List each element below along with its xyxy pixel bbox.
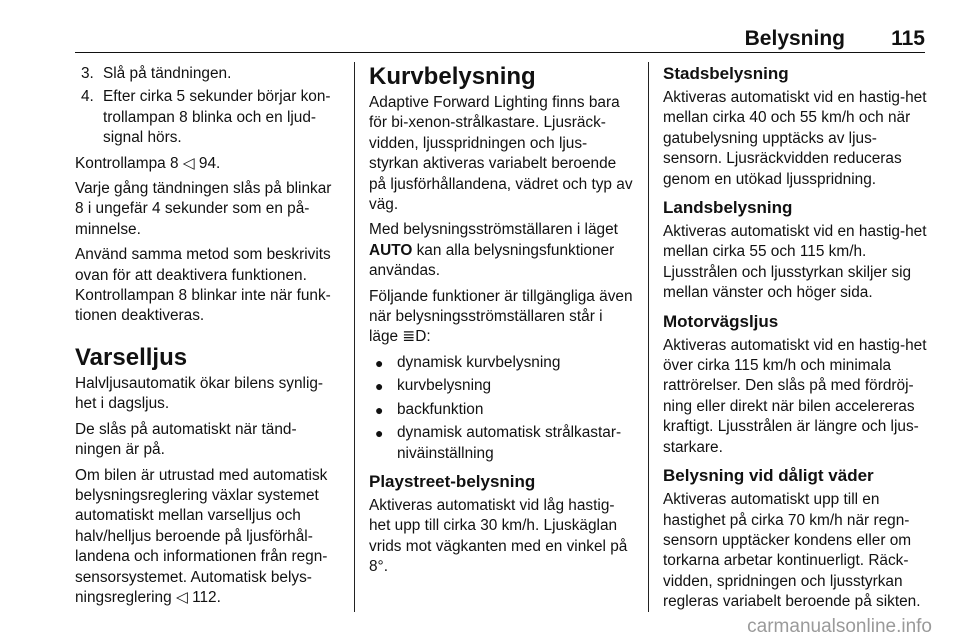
section-heading-playstreet: Playstreet-belysning	[369, 471, 536, 491]
page-number: 115	[891, 27, 925, 50]
steps-list	[75, 64, 342, 149]
list-item	[369, 353, 634, 373]
list-item	[369, 423, 634, 464]
watermark: carmanualsonline.info	[747, 616, 932, 637]
header-title: Belysning	[744, 27, 845, 50]
list-item-text: backfunktion	[397, 400, 484, 418]
bullet-icon: ●	[375, 378, 384, 395]
list-item-text: dynamisk automatisk strålkastar-niväinställning	[397, 424, 622, 462]
bullet-icon: ●	[375, 425, 384, 442]
section-heading-stadsbelysning: Stadsbelysning	[663, 64, 789, 83]
paragraph: Varje gång tändningen slås på blinkar 8 i ungefär 4 sekunder som en på-minnelse.	[75, 180, 332, 238]
paragraph: De slås på automatiskt när tänd-ningen är på.	[75, 420, 297, 459]
text-span: kan alla belysningsfunktioner användas.	[369, 241, 615, 280]
paragraph: Adaptive Forward Lighting finns bara för bi-xenon-strålkastare. Ljusräck-vidden, ljusspridningen och ljus-styrkan aktiveras variabelt beroende på ljusförhållandena, vädret och typ av väg.	[369, 94, 633, 214]
bullet-icon: ●	[375, 401, 384, 418]
column-divider-1	[354, 62, 355, 612]
column-3	[663, 64, 928, 618]
column-1	[75, 64, 342, 613]
section-heading-landsbelysning: Landsbelysning	[663, 198, 793, 218]
text-span: Med belysningsströmställaren i läget	[369, 221, 618, 239]
column-divider-2	[648, 62, 649, 612]
paragraph-auto	[369, 220, 634, 281]
step-number: 3.	[81, 65, 94, 82]
paragraph: Om bilen är utrustad med automatisk belysningsreglering växlar systemet automatiskt mellan varselljus och halv/helljus beroende på ljusförhål-landena och informationen från regn-sensorsystemet. Automatisk belys-ningsreglering ◁ 112.	[75, 466, 328, 606]
step-number: 4.	[81, 88, 94, 106]
header-rule	[75, 52, 925, 53]
auto-label: AUTO	[369, 241, 413, 259]
paragraph: Använd samma metod som beskrivits ovan för att deaktivera funktionen. Kontrollampan 8 blinkar inte när funk-tionen deaktiveras.	[75, 246, 331, 325]
section-heading-daligt-vader: Belysning vid dåligt väder	[663, 466, 874, 486]
list-item-text: dynamisk kurvbelysning	[397, 353, 561, 371]
step-text: Slå på tändningen.	[103, 65, 232, 82]
paragraph: Kontrollampa 8 ◁ 94.	[75, 154, 221, 172]
list-item	[369, 400, 634, 420]
paragraph: Aktiveras automatiskt vid låg hastig-het upp till cirka 30 km/h. Ljuskäglan vrids mot vägkanten med en vinkel på 8°.	[369, 496, 628, 576]
paragraph: Följande funktioner är tillgängliga även när belysningsströmställaren står i läge ≣D:	[369, 287, 633, 346]
section-heading-motorvagsljus: Motorvägsljus	[663, 311, 779, 331]
paragraph: Aktiveras automatiskt vid en hastig-het mellan cirka 55 och 115 km/h. Ljusstrålen och ljusstyrkan skiljer sig mellan vänster och höger sida.	[663, 223, 927, 302]
step-text: Efter cirka 5 sekunder börjar kon-trollampan 8 blinka och en ljud-signal hörs.	[103, 88, 331, 147]
bullet-icon: ●	[375, 354, 384, 371]
section-heading-kurvbelysning: Kurvbelysning	[369, 63, 536, 90]
bullet-list	[369, 353, 634, 464]
section-heading-varselljus: Varselljus	[75, 343, 188, 371]
paragraph: Aktiveras automatiskt vid en hastig-het mellan cirka 40 och 55 km/h och när gatubelysning upptäcks av ljus-sensorn. Ljusräckvidden reduceras genom en utökad ljusspridning.	[663, 89, 927, 188]
paragraph: Aktiveras automatiskt vid en hastig-het över cirka 115 km/h och minimala rattrörelser. Den slås på med fördröj-ning eller direkt när bilen accelereras kraftigt. Ljusstrålen är längre och ljus-starkare.	[663, 336, 927, 456]
paragraph: Halvljusautomatik ökar bilens synlig-het i dagsljus.	[75, 374, 324, 413]
step-item	[75, 87, 342, 148]
page-header	[75, 24, 925, 54]
list-item-text: kurvbelysning	[397, 377, 492, 395]
list-item	[369, 376, 634, 396]
column-2	[369, 64, 634, 583]
paragraph: Aktiveras automatiskt upp till en hastighet på cirka 70 km/h när regn-sensorn upptäcker kondens eller om torkarna arbetar kontinuerligt. Räck-vidden, spridningen och ljusstyrkan regleras variabelt beroende på sikten.	[663, 491, 921, 611]
step-item	[75, 64, 342, 84]
